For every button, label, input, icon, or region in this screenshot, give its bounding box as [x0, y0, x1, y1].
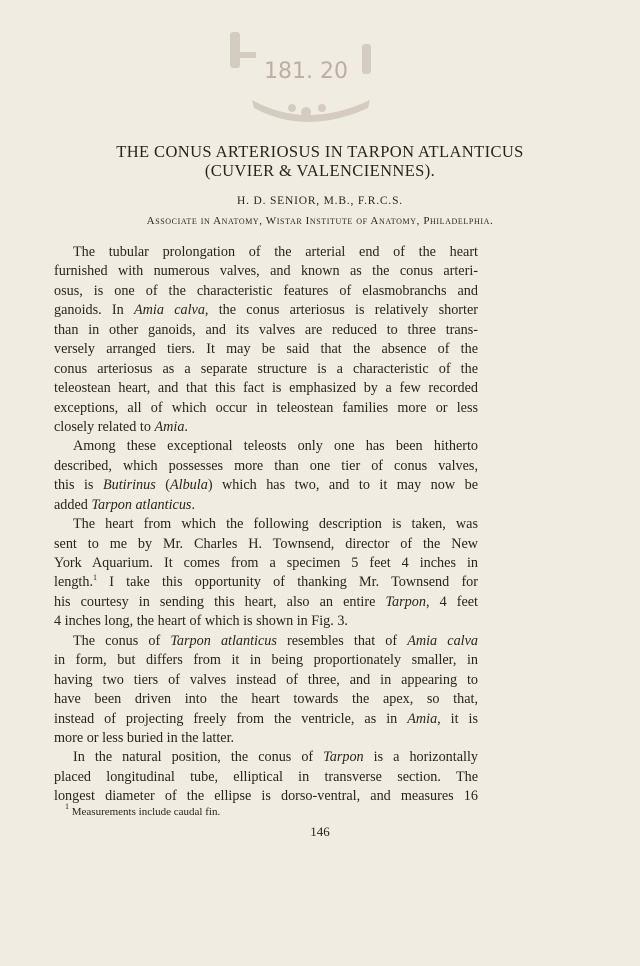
text-line: The heart from which the following description is taken, was [73, 516, 478, 533]
species-name: Butirinus [102, 477, 156, 494]
library-stamp [222, 4, 390, 128]
text-line: York Aquarium. It comes from a specimen 5 feet 4 inches in [54, 555, 478, 571]
text-line: The conus of Tarpon atlanticus resembles that of Amia calva [73, 632, 478, 649]
text-line: exceptions, all of which occur in teleostean families more or less [54, 399, 478, 416]
article-body [54, 243, 478, 807]
text-line: In the natural position, the conus of Tarpon is a horizontally [73, 749, 478, 766]
text-line: have been driven into the heart towards the apex, so that, [54, 691, 478, 708]
species-name: Tarpon atlanticus [91, 496, 192, 513]
text-line: placed longitudinal tube, elliptical in transverse section. The [54, 768, 478, 785]
species-name: Albula [169, 477, 208, 494]
article-title [40, 142, 600, 180]
text-line: in form, but differs from it in being proportionately smaller, in [54, 652, 478, 669]
species-name: Amia calva [407, 632, 478, 649]
text-line: longest diameter of the ellipse is dorso-ventral, and measures 16 [54, 788, 478, 805]
title-line-2: (CUVIER & VALENCIENNES). [204, 161, 436, 180]
text-line: instead of projecting freely from the ventricle, as in Amia, it is [54, 710, 478, 727]
affiliation: Associate in Anatomy, Wistar Institute of Anatomy, Philadelphia. [146, 215, 494, 227]
species-name: Tarpon [385, 593, 426, 610]
footnote [65, 802, 221, 818]
text-line: 4 inches long, the heart of which is shown in Fig. 3. [54, 613, 348, 630]
text-line: Among these exceptional teleosts only one has been hitherto [73, 438, 478, 455]
species-name: Amia [407, 710, 438, 727]
footnote-text: Measurements include caudal fin. [69, 806, 221, 818]
species-name: Tarpon [323, 749, 364, 766]
text-line: this is Butirinus (Albula) which has two, and to it may now be [54, 477, 478, 494]
text-line: closely related to Amia. [54, 418, 188, 435]
text-line: more or less buried in the latter. [54, 729, 235, 746]
species-name: Tarpon atlanticus [170, 632, 277, 649]
text-line: ganoids. In Amia calva, the conus arteriosus is relatively shorter [54, 302, 478, 319]
text-line: osus, is one of the characteristic features of elasmobranchs and [54, 282, 478, 299]
text-line: his courtesy in sending this heart, also an entire Tarpon, 4 feet [54, 593, 478, 610]
stamp-text: 181. 20 [264, 59, 348, 84]
text-line: than in other ganoids, and its valves are reduced to three trans- [54, 321, 478, 338]
text-line: The tubular prolongation of the arterial end of the heart [73, 244, 478, 260]
text-line: conus arteriosus as a separate structure is a characteristic of the [54, 360, 478, 377]
footnote-marker: 1 [93, 573, 98, 583]
text-line: added Tarpon atlanticus. [54, 496, 195, 513]
species-name: Amia [154, 418, 185, 435]
text-line: furnished with numerous valves, and known as the conus arteri- [54, 263, 478, 280]
text-line: sent to me by Mr. Charles H. Townsend, director of the New [54, 535, 478, 552]
text-line: versely arranged tiers. It may be said that the absence of the [54, 341, 478, 358]
species-name: Amia calva [134, 302, 205, 319]
title-line-1: THE CONUS ARTERIOSUS IN TARPON ATLANTICUS [116, 142, 524, 161]
page-number: 146 [310, 824, 330, 839]
text-line: having two tiers of valves instead of three, and in appearing to [54, 671, 478, 688]
text-line: described, which possesses more than one tier of conus valves, [54, 457, 478, 474]
text-line: teleostean heart, and that this fact is emphasized by a few recorded [54, 380, 478, 397]
author: H. D. SENIOR, M.B., F.R.C.S. [237, 195, 403, 207]
footnote-number: 1 [65, 802, 69, 811]
text-line: length.$^1$ I take this opportunity of thanking Mr. Townsend for [54, 573, 478, 591]
